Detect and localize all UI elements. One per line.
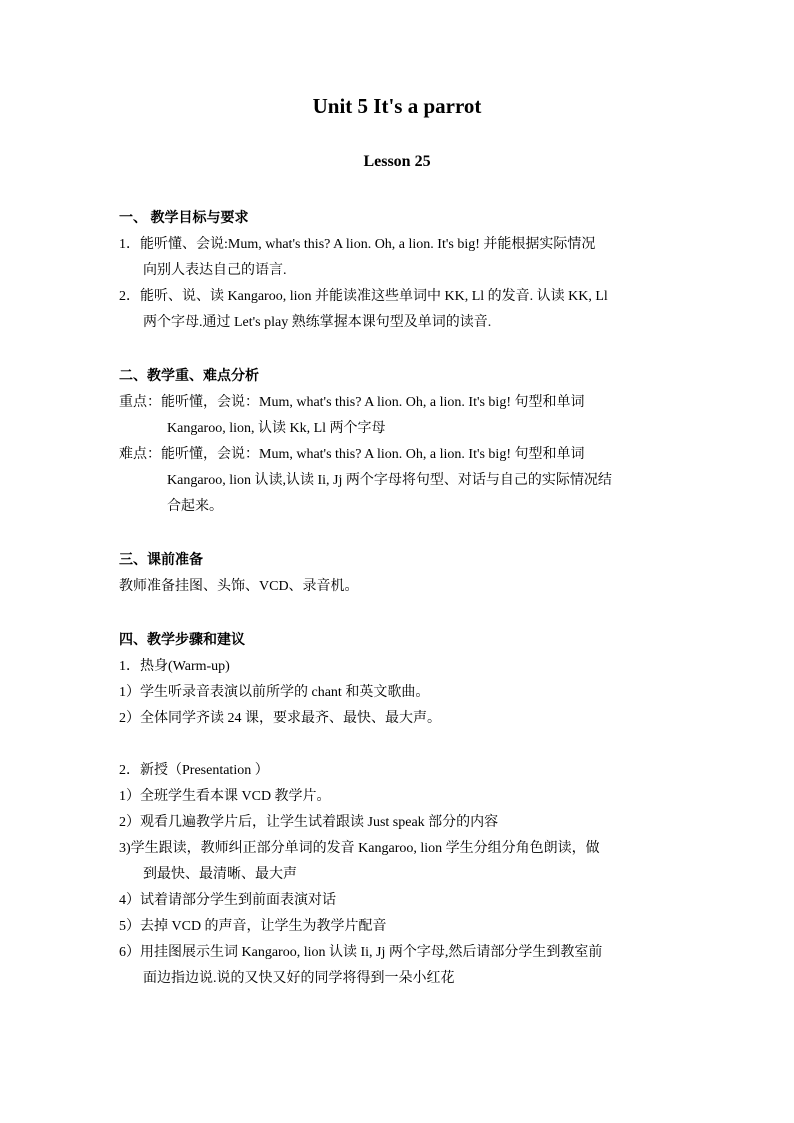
presentation-step-1: 1）全班学生看本课 VCD 教学片。 [119, 789, 331, 804]
objective-2-cont: 两个字母.通过 Let's play 熟练掌握本课句型及单词的读音. [143, 315, 492, 330]
presentation-title: 2．新授（Presentation ） [119, 763, 269, 778]
section-1-heading: 一、 教学目标与要求 [119, 211, 249, 226]
unit-title: Unit 5 It's a parrot [312, 94, 482, 118]
warmup-title: 1．热身(Warm-up) [119, 659, 230, 674]
presentation-step-6-cont: 面边指边说.说的又快又好的同学将得到一朵小红花 [143, 971, 455, 986]
presentation-step-4: 4）试着请部分学生到前面表演对话 [119, 893, 336, 908]
key-point: 重点：能听懂，会说：Mum, what's this? A lion. Oh, a lion. It's big! 句型和单词 [119, 395, 585, 410]
difficult-point-cont2: 合起来。 [167, 499, 223, 514]
objective-2: 2．能听、说、读 Kangaroo, lion 并能读准这些单词中 KK, Ll 的发音. 认读 KK, Ll [119, 289, 608, 304]
objective-1: 1．能听懂、会说:Mum, what's this? A lion. Oh, a lion. It's big! 并能根据实际情况 [119, 237, 596, 252]
difficult-point: 难点：能听懂，会说：Mum, what's this? A lion. Oh, a lion. It's big! 句型和单词 [119, 447, 585, 462]
section-3-heading: 三、课前准备 [119, 553, 203, 568]
section-4-heading: 四、教学步骤和建议 [119, 633, 245, 648]
presentation-step-3: 3)学生跟读，教师纠正部分单词的发音 Kangaroo, lion 学生分组分角色朗读，做 [119, 841, 600, 856]
lesson-title: Lesson 25 [363, 153, 431, 170]
preparation-text: 教师准备挂图、头饰、VCD、录音机。 [119, 579, 359, 594]
presentation-step-5: 5）去掉 VCD 的声音，让学生为教学片配音 [119, 919, 387, 934]
objective-1-cont: 向别人表达自己的语言. [143, 263, 287, 278]
warmup-step-1: 1）学生听录音表演以前所学的 chant 和英文歌曲。 [119, 685, 430, 700]
presentation-step-2: 2）观看几遍教学片后，让学生试着跟读 Just speak 部分的内容 [119, 815, 499, 830]
document-body [119, 206, 679, 992]
key-point-cont: Kangaroo, lion, 认读 Kk, Ll 两个字母 [167, 421, 386, 436]
section-2-heading: 二、教学重、难点分析 [119, 369, 259, 384]
difficult-point-cont: Kangaroo, lion 认读,认读 Ii, Jj 两个字母将句型、对话与自己的实际情况结 [167, 473, 612, 488]
presentation-step-3-cont: 到最快、最清晰、最大声 [143, 867, 297, 882]
presentation-step-6: 6）用挂图展示生词 Kangaroo, lion 认读 Ii, Jj 两个字母,然后请部分学生到教室前 [119, 945, 603, 960]
warmup-step-2: 2）全体同学齐读 24 课，要求最齐、最快、最大声。 [119, 711, 441, 726]
